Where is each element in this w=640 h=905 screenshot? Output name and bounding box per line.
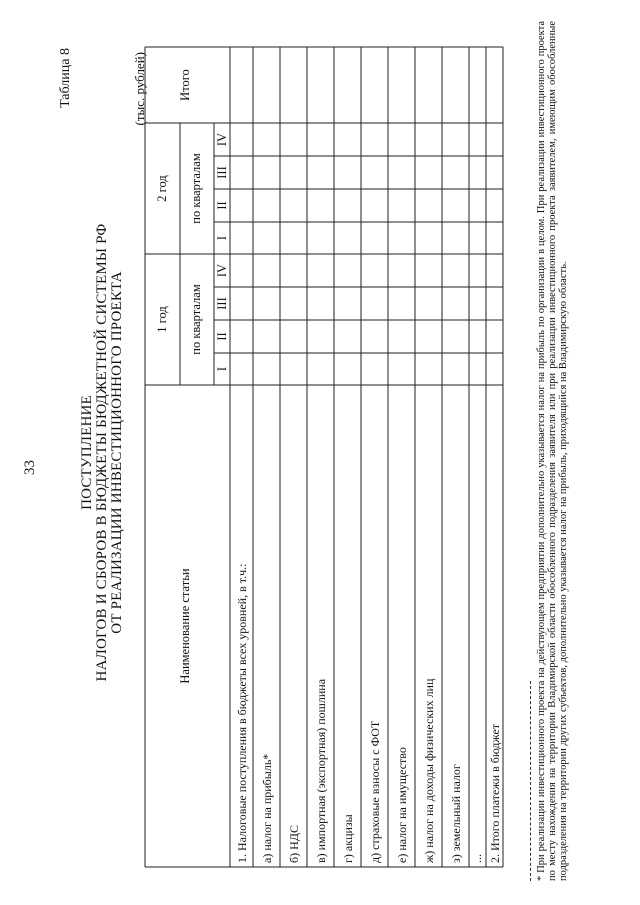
row-label-property-tax: е) налог на имущество — [395, 747, 409, 863]
row-label-total-payments: 2. Итого платежи в бюджет — [488, 723, 502, 863]
title-line: НАЛОГОВ И СБОРОВ В БЮДЖЕТЫ БЮДЖЕТНОЙ СИСТЕМЫ РФ — [94, 223, 110, 682]
quarter-label: III — [215, 297, 229, 310]
header-total: Итого — [178, 69, 192, 101]
row-label-profit-tax: а) налог на прибыль* — [260, 753, 274, 863]
header-year-2: 2 год — [155, 175, 169, 202]
row-label-vat: б) НДС — [287, 825, 301, 863]
quarter-label: I — [215, 235, 229, 241]
title-line: ПОСТУПЛЕНИЕ — [79, 395, 95, 510]
header-by-quarters-2: по кварталам — [189, 153, 203, 224]
table-label: Таблица 8 — [58, 48, 73, 108]
header-name-column: Наименование статьи — [178, 568, 192, 684]
quarter-label: II — [215, 332, 229, 341]
header-year-1: 1 год — [155, 306, 169, 333]
footnote-separator — [530, 681, 531, 881]
title-line: ОТ РЕАЛИЗАЦИИ ИНВЕСТИЦИОННОГО ПРОЕКТА — [109, 271, 125, 634]
row-label-excise: г) акцизы — [341, 814, 355, 863]
row-label-land-tax: з) земельный налог — [449, 764, 463, 863]
quarter-label: IV — [215, 263, 229, 278]
row-label-ellipsis: ... — [470, 854, 484, 863]
row-label-income-tax: ж) налог на доходы физических лиц — [422, 678, 436, 863]
quarter-label: I — [215, 366, 229, 372]
row-label-taxes: 1. Налоговые поступления в бюджеты всех уровней, в т.ч.: — [235, 563, 249, 863]
quarter-label: II — [215, 201, 229, 210]
quarter-label: III — [215, 166, 229, 179]
header-by-quarters-1: по кварталам — [189, 284, 203, 355]
row-label-customs-duty: в) импортная (экспортная) пошлина — [314, 678, 328, 863]
footnote: * При реализации инвестиционного проекта на действующем предприятии дополнительно указывается налог на прибыль по организации в целом. При реализации инвестиционного проекта по месту нахождения на территории Владимирской области обособленного подразделения заявителя или при реализации инвестиционного проекта заявителем, имеющим обособленные подразделения на территории других субъектов, дополнительно указывается налог на прибыль, приходящийся на Владимирскую область. — [536, 21, 569, 881]
quarter-label: IV — [215, 132, 229, 147]
page-number: 33 — [22, 460, 38, 475]
row-label-insurance: д) страховые взносы с ФОТ — [368, 720, 382, 863]
units-label: (тыс. рублей) — [132, 52, 147, 126]
